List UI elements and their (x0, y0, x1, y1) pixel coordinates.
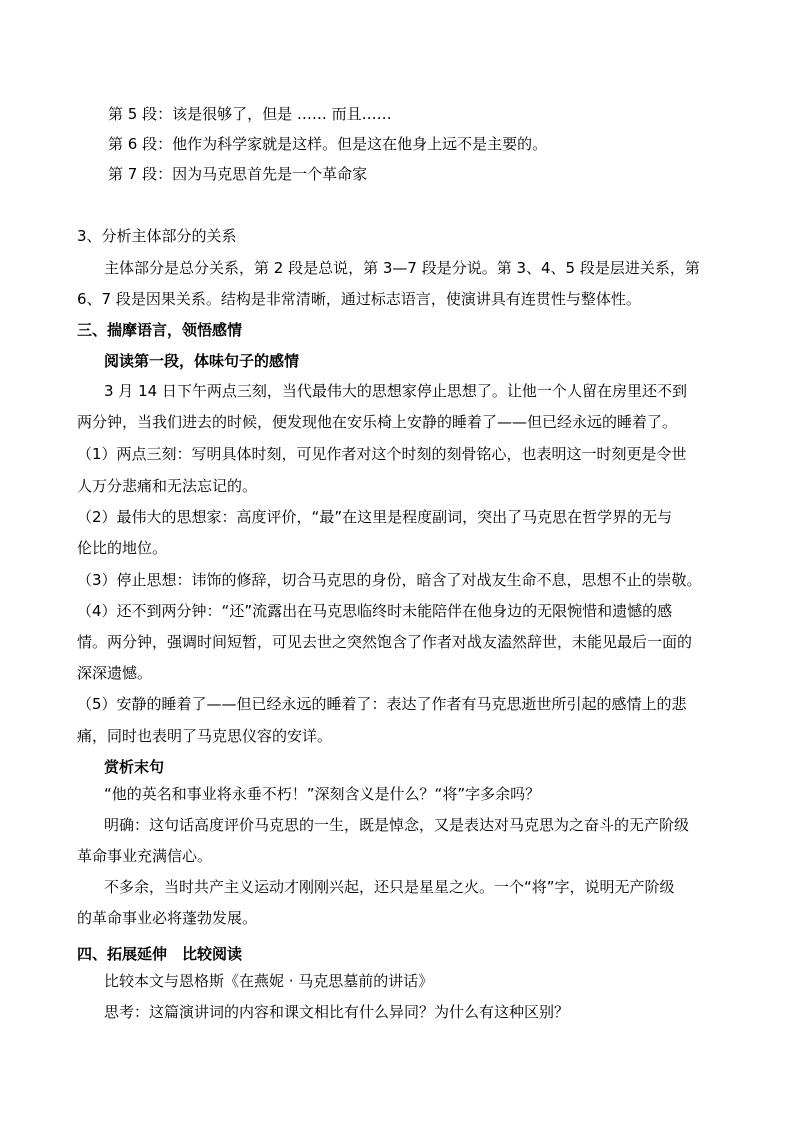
note-2-line-2: 伦比的地位。 (77, 539, 168, 557)
think-line: 思考：这篇演讲词的内容和课文相比有什么异同？为什么有这种区别？ (104, 1003, 570, 1021)
answer-2-line-2: 的革命事业必将蓬勃发展。 (77, 909, 258, 927)
heading-three: 三、揣摩语言，领悟感情 (77, 321, 243, 339)
answer-line-1: 明确：这句话高度评价马克思的一生，既是悼念，又是表达对马克思为之奋斗的无产阶级 (104, 816, 690, 834)
answer-2-line-1: 不多余，当时共产主义运动才刚刚兴起，还只是星星之火。一个“将”字，说明无产阶级 (104, 878, 675, 896)
paragraph-6-note: 第 6 段：他作为科学家就是这样。但是这在他身上远不是主要的。 (108, 135, 548, 153)
note-4-line-1: （4）还不到两分钟：“还”流露出在马克思临终时未能陪伴在他身边的无限惋惜和遗憾的感 (77, 602, 673, 620)
heading-four: 四、拓展延伸 比较阅读 (77, 945, 243, 963)
paragraph-7-note: 第 7 段：因为马克思首先是一个革命家 (108, 165, 368, 183)
quote-line-1: 3 月 14 日下午两点三刻，当代最伟大的思想家停止思想了。让他一个人留在房里还不到 (104, 382, 687, 400)
relation-text-line-1: 主体部分是总分关系，第 2 段是总说，第 3—7 段是分说。第 3、4、5 段是层进关系，第 (104, 259, 700, 277)
note-1-line-1: （1）两点三刻：写明具体时刻，可见作者对这个时刻的刻骨铭心，也表明这一时刻更是令世 (77, 445, 687, 463)
section-3-item: 3、分析主体部分的关系 (77, 227, 237, 245)
note-4-line-2: 情。两分钟，强调时间短暂，可见去世之突然饱含了作者对战友溘然辞世，未能见最后一面的 (77, 633, 693, 651)
note-5-line-1: （5）安静的睡着了——但已经永远的睡着了：表达了作者有马克思逝世所引起的感情上的悲 (77, 695, 687, 713)
note-1-line-2: 人万分悲痛和无法忘记的。 (77, 477, 258, 495)
quote-line-2: 两分钟，当我们进去的时候，便发现他在安乐椅上安静的睡着了——但已经永远的睡着了。 (77, 413, 678, 431)
note-2-line-1: （2）最伟大的思想家：高度评价，“最”在这里是程度副词，突出了马克思在哲学界的无与 (77, 508, 673, 526)
note-4-line-3: 深深遗憾。 (77, 664, 153, 682)
answer-line-2: 革命事业充满信心。 (77, 847, 213, 865)
note-5-line-2: 痛，同时也表明了马克思仪容的安详。 (77, 727, 333, 745)
paragraph-5-note: 第 5 段：该是很够了，但是 …… 而且…… (108, 105, 392, 123)
note-3-line-1: （3）停止思想：讳饰的修辞，切合马克思的身份，暗含了对战友生命不息，思想不止的崇敬。 (77, 571, 702, 589)
relation-text-line-2: 6、7 段是因果关系。结构是非常清晰，通过标志语言，使演讲具有连贯性与整体性。 (77, 290, 641, 308)
compare-line: 比较本文与恩格斯《在燕妮 · 马克思墓前的讲话》 (104, 972, 434, 990)
end-question: “他的英名和事业将永垂不朽！”深刻含义是什么？“将”字多余吗？ (104, 785, 541, 803)
subheading-last-sentence: 赏析末句 (104, 758, 165, 776)
subheading-read-first-paragraph: 阅读第一段，体味句子的感情 (104, 352, 300, 370)
